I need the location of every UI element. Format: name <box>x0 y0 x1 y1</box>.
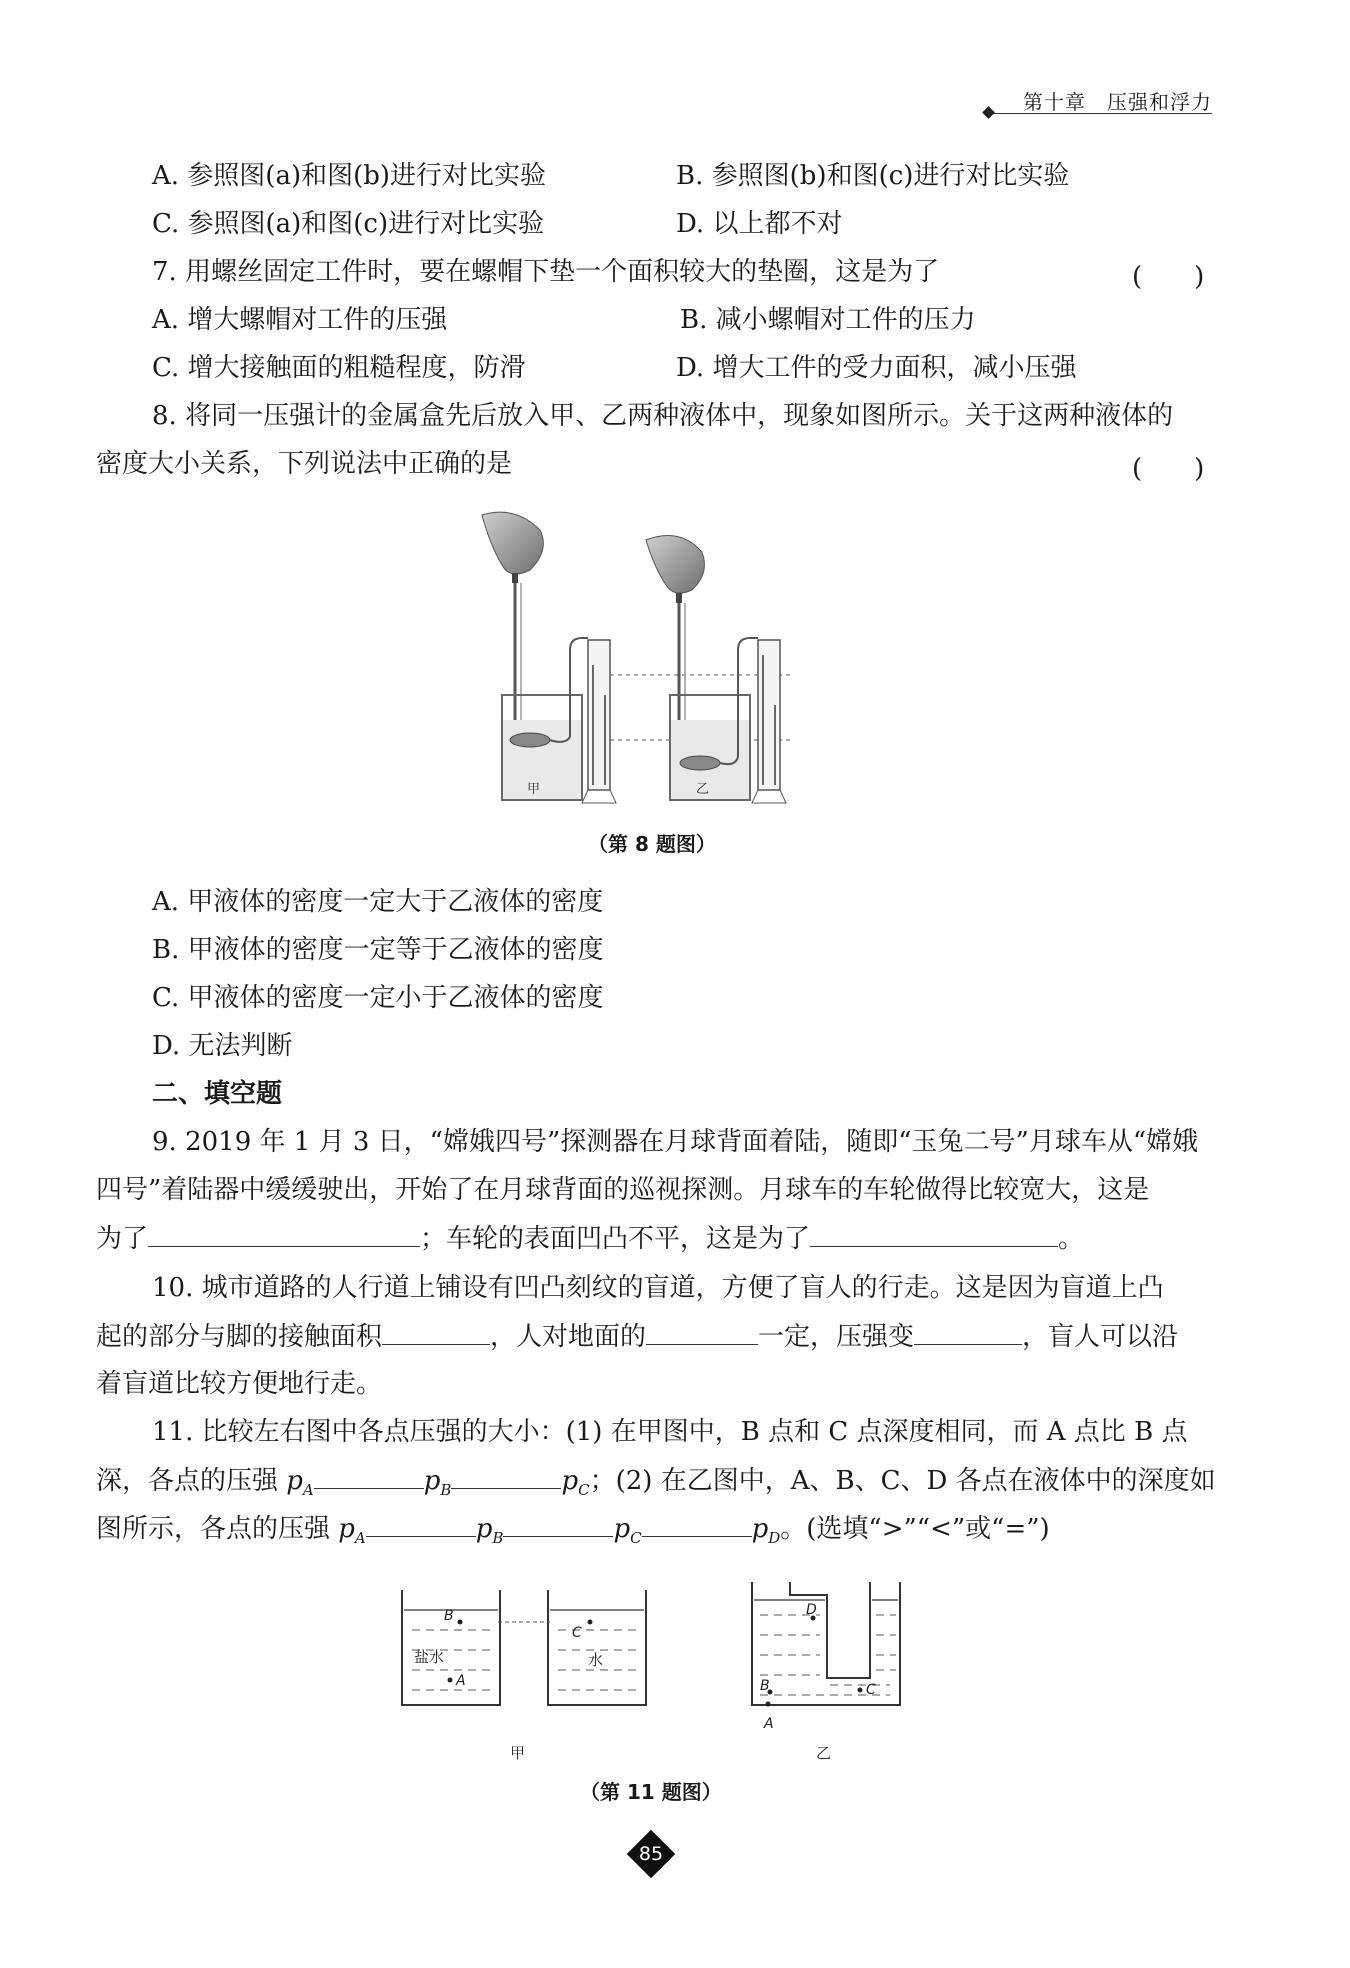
q10-blank-1[interactable] <box>382 1320 490 1345</box>
q6-option-b: B. 参照图(b)和图(c)进行对比实验 <box>676 161 1070 191</box>
fig-label-jia: 甲 <box>510 1744 526 1760</box>
q11-line3 <box>96 1512 1050 1554</box>
q9-blank-1[interactable] <box>148 1222 420 1247</box>
q8-figure <box>470 505 830 805</box>
salt-water-label: 盐水 <box>414 1648 445 1666</box>
q9-text-b: ；车轮的表面凹凸不平，这是为了 <box>420 1224 811 1254</box>
q11-blank-3[interactable] <box>366 1512 476 1537</box>
point-c-label-yi: C <box>866 1682 876 1698</box>
q10-text-b: ，人对地面的 <box>490 1322 647 1352</box>
point-c-label-jia: C <box>572 1625 582 1641</box>
water-label: 水 <box>588 1651 604 1669</box>
q11-blank-4[interactable] <box>503 1512 613 1537</box>
point-b-label-yi: B <box>760 1678 770 1694</box>
point-a-label-jia: A <box>456 1673 466 1689</box>
q11-line1: 11. 比较左右图中各点压强的大小：(1) 在甲图中，B 点和 C 点深度相同，而 A 点比 B 点 <box>152 1417 1188 1447</box>
q10-line2 <box>96 1320 1178 1353</box>
page-number: 85 <box>638 1843 664 1865</box>
q9-line1: 9. 2019 年 1 月 3 日，“嫦娥四号”探测器在月球背面着陆，随即“玉兔二号”月球车从“嫦娥 <box>152 1127 1199 1157</box>
q8-option-c: C. 甲液体的密度一定小于乙液体的密度 <box>152 983 604 1013</box>
q10-line3: 着盲道比较方便地行走。 <box>96 1369 383 1399</box>
q9-blank-2[interactable] <box>810 1222 1058 1247</box>
q10-text-d: ，盲人可以沿 <box>1022 1322 1179 1352</box>
q8-option-b: B. 甲液体的密度一定等于乙液体的密度 <box>152 935 604 965</box>
page-number-badge <box>629 1832 673 1876</box>
q11-text-b: ；(2) 在乙图中，A、B、C、D 各点在液体中的深度如 <box>589 1466 1216 1496</box>
q8-option-d: D. 无法判断 <box>152 1031 293 1061</box>
q7-option-d: D. 增大工件的受力面积，减小压强 <box>676 353 1077 383</box>
point-b-label-jia: B <box>444 1608 454 1624</box>
q8-option-a: A. 甲液体的密度一定大于乙液体的密度 <box>152 887 604 917</box>
q11-blank-2[interactable] <box>451 1464 561 1489</box>
q9-text-c: 。 <box>1058 1224 1085 1254</box>
fig-label-yi: 乙 <box>816 1744 832 1760</box>
q8-fig-label-jia: 甲 <box>527 782 541 797</box>
q11-figure-caption: （第 11 题图） <box>580 1780 722 1804</box>
q11-blank-5[interactable] <box>642 1512 752 1537</box>
q8-answer-paren: ( ) <box>1132 454 1205 484</box>
q10-blank-2[interactable] <box>646 1320 758 1345</box>
p-d-symbol: $p_D$ <box>751 1514 781 1548</box>
p-c-symbol-2: $p_C$ <box>613 1514 642 1548</box>
q9-line3 <box>96 1222 1084 1255</box>
p-b-symbol: $p_B$ <box>423 1466 452 1500</box>
q10-text-a: 起的部分与脚的接触面积 <box>96 1322 383 1352</box>
q8-stem-line2: 密度大小关系，下列说法中正确的是 <box>96 449 513 479</box>
q7-option-b: B. 减小螺帽对工件的压力 <box>680 305 976 335</box>
q6-option-a: A. 参照图(a)和图(b)进行对比实验 <box>152 161 547 191</box>
q10-blank-3[interactable] <box>914 1320 1022 1345</box>
q10-text-c: 一定，压强变 <box>758 1322 915 1352</box>
q11-text-d: 。(选填“>”“<”或“=”) <box>780 1514 1050 1544</box>
section-title: 二、填空题 <box>152 1079 283 1109</box>
point-a-label-yi: A <box>764 1716 774 1732</box>
q11-line2 <box>96 1464 1216 1506</box>
header-diamond-icon <box>982 106 995 119</box>
point-d-label-yi: D <box>806 1602 817 1618</box>
q11-text-a: 深，各点的压强 <box>96 1466 287 1496</box>
q9-line2: 四号”着陆器中缓缓驶出，开始了在月球背面的巡视探测。月球车的车轮做得比较宽大，这是 <box>96 1175 1150 1205</box>
q10-line1: 10. 城市道路的人行道上铺设有凹凸刻纹的盲道，方便了盲人的行走。这是因为盲道上凸 <box>152 1273 1164 1303</box>
q9-text-a: 为了 <box>96 1224 149 1254</box>
q8-figure-caption: （第 8 题图） <box>588 832 716 856</box>
p-b-symbol-2: $p_B$ <box>475 1514 504 1548</box>
q6-option-c: C. 参照图(a)和图(c)进行对比实验 <box>152 209 545 239</box>
q6-option-d: D. 以上都不对 <box>676 209 843 239</box>
p-a-symbol-2: $p_A$ <box>338 1514 366 1548</box>
p-c-symbol: $p_C$ <box>561 1466 590 1500</box>
q11-blank-1[interactable] <box>314 1464 424 1489</box>
q7-option-a: A. 增大螺帽对工件的压强 <box>152 305 448 335</box>
q11-figure <box>390 1570 920 1760</box>
q8-apparatus-left <box>482 512 616 803</box>
chapter-header: 第十章 压强和浮力 <box>1023 90 1212 114</box>
q7-stem: 7. 用螺丝固定工件时，要在螺帽下垫一个面积较大的垫圈，这是为了 <box>152 257 940 287</box>
p-a-symbol: $p_A$ <box>286 1466 314 1500</box>
header-rule <box>992 113 1212 114</box>
q7-option-c: C. 增大接触面的粗糙程度，防滑 <box>152 353 526 383</box>
q8-apparatus-right <box>646 536 786 803</box>
q7-answer-paren: ( ) <box>1132 262 1205 292</box>
q8-stem-line1: 8. 将同一压强计的金属盒先后放入甲、乙两种液体中，现象如图所示。关于这两种液体的 <box>152 401 1174 431</box>
q11-text-c: 图所示，各点的压强 <box>96 1514 339 1544</box>
q8-fig-label-yi: 乙 <box>696 782 710 797</box>
